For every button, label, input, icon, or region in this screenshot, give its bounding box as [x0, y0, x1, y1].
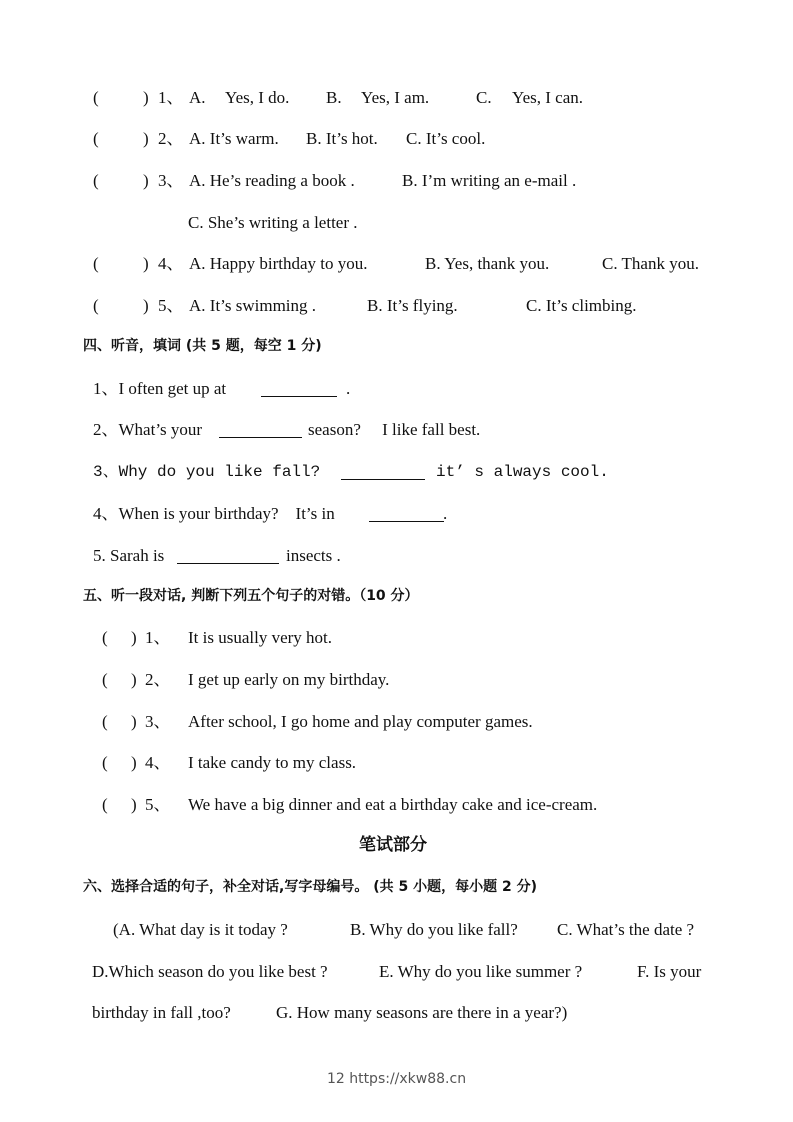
answer-paren-close: )	[143, 254, 149, 273]
option-label: A.	[189, 88, 206, 107]
item-text: It is usually very hot.	[188, 628, 333, 647]
option-text: Yes, I am.	[361, 88, 430, 107]
item-number: 4、	[145, 753, 171, 772]
answer-paren-open[interactable]: (	[93, 129, 99, 148]
option-label: B.	[326, 88, 342, 107]
option-c: C. What’s the date ?	[557, 920, 695, 939]
option-d: D.Which season do you like best ?	[92, 962, 328, 981]
option-text: Yes, I can.	[512, 88, 583, 107]
answer-paren-close: )	[131, 670, 137, 689]
option-c: C. She’s writing a letter .	[188, 213, 358, 232]
option-b: B. I’m writing an e-mail .	[402, 171, 577, 190]
fill-text-before: 4、When is your birthday? It’s in	[93, 504, 335, 523]
answer-paren-open[interactable]: (	[93, 296, 99, 315]
item-text: I get up early on my birthday.	[188, 670, 390, 689]
question-number: 2、	[158, 129, 184, 148]
answer-paren-open[interactable]: (	[93, 254, 99, 273]
answer-paren-close: )	[143, 296, 149, 315]
question-number: 1、	[158, 88, 184, 107]
answer-paren-open[interactable]: (	[102, 628, 108, 647]
option-c: C. Thank you.	[602, 254, 699, 273]
answer-paren-close: )	[131, 712, 137, 731]
option-f-start: F. Is your	[637, 962, 702, 981]
answer-paren-close: )	[131, 628, 137, 647]
fill-blank[interactable]	[369, 506, 444, 522]
answer-paren-open[interactable]: (	[102, 670, 108, 689]
item-text: I take candy to my class.	[188, 753, 357, 772]
answer-paren-close: )	[143, 129, 149, 148]
fill-text-before: 1、I often get up at	[93, 379, 227, 398]
fill-blank[interactable]	[341, 464, 425, 480]
section-6-heading: 六、选择合适的句子，补全对话,写字母编号。 (共 5 小题，每小题 2 分)	[83, 879, 537, 895]
option-e: E. Why do you like summer ?	[379, 962, 583, 981]
fill-text-before: 3、Why do you like fall?	[93, 463, 321, 481]
fill-text-before: 2、What’s your	[93, 420, 203, 439]
fill-text-after: .	[346, 379, 351, 398]
option-b: B. Why do you like fall?	[350, 920, 518, 939]
written-part-title: 笔试部分	[359, 835, 427, 855]
item-text: We have a big dinner and eat a birthday cake and ice-cream.	[188, 795, 598, 814]
page-footer: 12 https://xkw88.cn	[326, 1071, 467, 1087]
section-4-heading: 四、听音，填词 (共 5 题，每空 1 分)	[83, 338, 322, 354]
answer-paren-open[interactable]: (	[93, 88, 99, 107]
fill-text-after: season? I like fall best.	[308, 420, 481, 439]
option-c: C. It’s cool.	[406, 129, 486, 148]
question-number: 3、	[158, 171, 184, 190]
answer-paren-close: )	[143, 88, 149, 107]
option-a: A. It’s swimming .	[189, 296, 317, 315]
item-number: 3、	[145, 712, 171, 731]
option-b: B. It’s hot.	[306, 129, 378, 148]
fill-text-after: .	[443, 504, 448, 523]
fill-blank[interactable]	[261, 381, 337, 397]
answer-paren-open[interactable]: (	[93, 171, 99, 190]
option-b: B. It’s flying.	[367, 296, 458, 315]
answer-paren-open[interactable]: (	[102, 712, 108, 731]
option-c: C. It’s climbing.	[526, 296, 637, 315]
option-a: A. It’s warm.	[189, 129, 279, 148]
item-number: 5、	[145, 795, 171, 814]
option-b: B. Yes, thank you.	[425, 254, 550, 273]
item-number: 1、	[145, 628, 171, 647]
fill-blank[interactable]	[177, 548, 279, 564]
question-number: 4、	[158, 254, 184, 273]
fill-text-after: it’ s always cool.	[436, 463, 609, 481]
fill-blank[interactable]	[219, 422, 302, 438]
option-a: A. Happy birthday to you.	[189, 254, 368, 273]
answer-paren-close: )	[131, 753, 137, 772]
option-a: A. He’s reading a book .	[189, 171, 355, 190]
answer-paren-close: )	[143, 171, 149, 190]
item-number: 2、	[145, 670, 171, 689]
option-g: G. How many seasons are there in a year?)	[276, 1003, 568, 1022]
answer-paren-close: )	[131, 795, 137, 814]
option-label: C.	[476, 88, 492, 107]
option-text: Yes, I do.	[225, 88, 290, 107]
answer-paren-open[interactable]: (	[102, 795, 108, 814]
section-5-heading: 五、听一段对话, 判断下列五个句子的对错。（10 分）	[83, 588, 419, 604]
fill-text-after: insects .	[286, 546, 341, 565]
answer-paren-open[interactable]: (	[102, 753, 108, 772]
item-text: After school, I go home and play computer games.	[188, 712, 533, 731]
fill-text-before: 5. Sarah is	[93, 546, 165, 565]
option-f-end: birthday in fall ,too?	[92, 1003, 231, 1022]
option-a: (A. What day is it today ?	[113, 920, 288, 939]
question-number: 5、	[158, 296, 184, 315]
